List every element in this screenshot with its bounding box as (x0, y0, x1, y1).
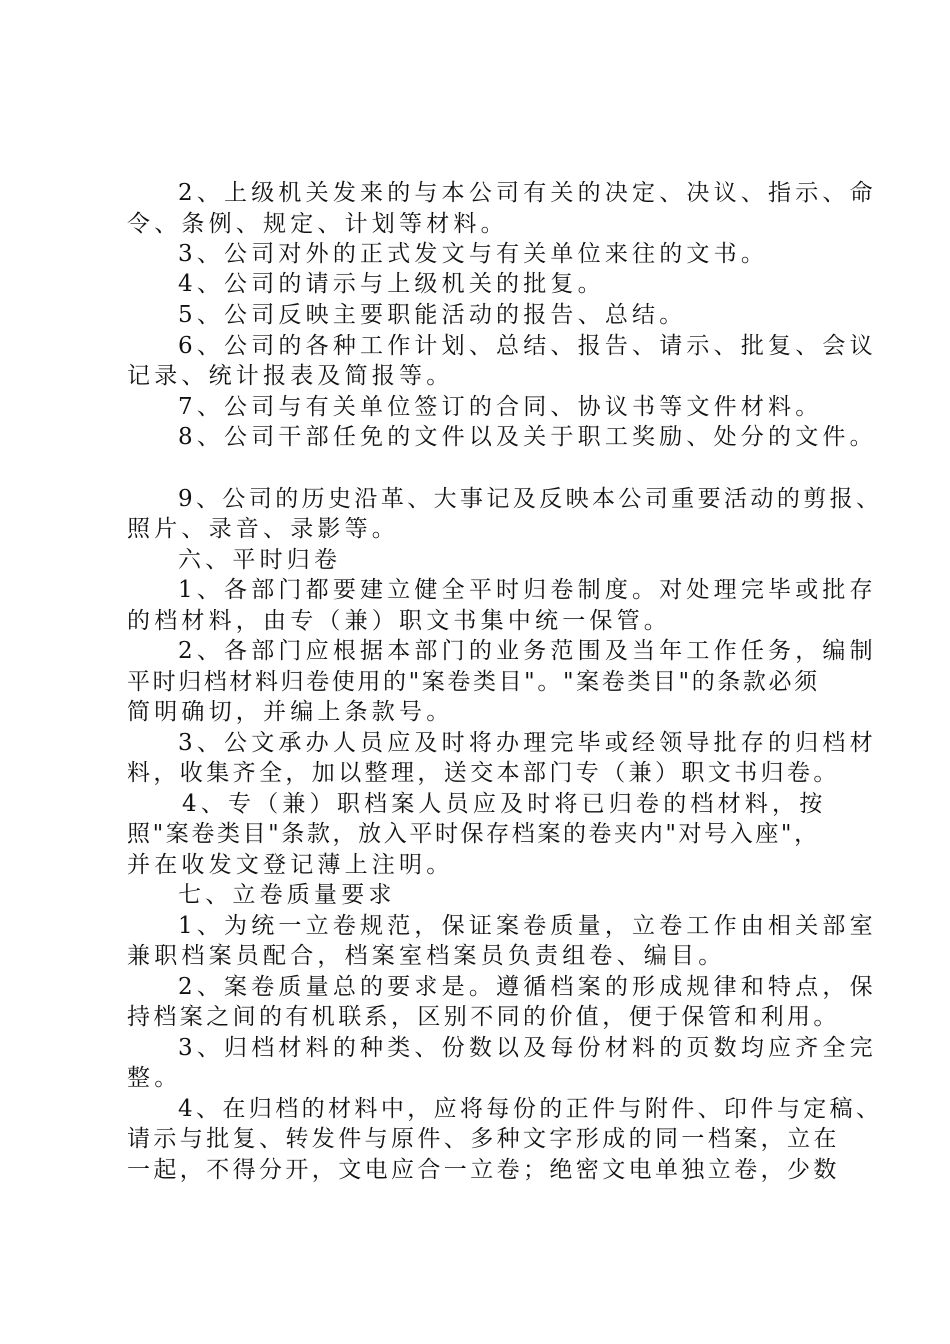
section-heading: 七、立卷质量要求 (178, 882, 396, 908)
paragraph-line: 9、公司的历史沿革、大事记及反映本公司重要活动的剪报、 (178, 486, 883, 512)
paragraph-line: 并在收发文登记薄上注明。 (127, 852, 454, 878)
paragraph-line: 的档材料，由专（兼）职文书集中统一保管。 (127, 608, 671, 634)
paragraph-line: 3、公司对外的正式发文与有关单位来往的文书。 (178, 241, 769, 267)
paragraph-line: 照片、录音、录影等。 (127, 516, 399, 542)
paragraph-line: 5、公司反映主要职能活动的报告、总结。 (178, 302, 687, 328)
paragraph-line: 兼职档案员配合，档案室档案员负责组卷、编目。 (127, 943, 726, 969)
paragraph-line: 2、各部门应根据本部门的业务范围及当年工作任务，编制 (178, 638, 877, 664)
paragraph-line: 4、专（兼）职档案人员应及时将已归卷的档材料，按 (182, 791, 827, 817)
paragraph-line: 3、归档材料的种类、份数以及每份材料的页数均应齐全完 (178, 1035, 877, 1061)
paragraph-line: 8、公司干部任免的文件以及关于职工奖励、处分的文件。 (178, 424, 877, 450)
paragraph-line: 照"案卷类目"条款，放入平时保存档案的卷夹内"对号入座"， (127, 821, 820, 847)
paragraph-line: 令、条例、规定、计划等材料。 (127, 211, 508, 237)
paragraph-line: 7、公司与有关单位签订的合同、协议书等文件材料。 (178, 394, 823, 420)
paragraph-line: 一起，不得分开，文电应合一立卷；绝密文电单独立卷，少数 (127, 1157, 840, 1183)
paragraph-line: 整。 (127, 1065, 182, 1091)
section-heading: 六、平时归卷 (178, 547, 342, 573)
paragraph-line: 4、在归档的材料中，应将每份的正件与附件、印件与定稿、 (178, 1096, 883, 1122)
paragraph-line: 2、案卷质量总的要求是。遵循档案的形成规律和特点，保 (178, 974, 877, 1000)
paragraph-line: 请示与批复、转发件与原件、多种文字形成的同一档案，立在 (127, 1126, 840, 1152)
paragraph-line: 2、上级机关发来的与本公司有关的决定、决议、指示、命 (178, 180, 877, 206)
paragraph-line: 简明确切，并编上条款号。 (127, 699, 454, 725)
paragraph-line: 3、公文承办人员应及时将办理完毕或经领导批存的归档材 (178, 730, 877, 756)
paragraph-line: 4、公司的请示与上级机关的批复。 (178, 271, 605, 297)
paragraph-line: 记录、统计报表及简报等。 (127, 363, 454, 389)
paragraph-line: 料，收集齐全，加以整理，送交本部门专（兼）职文书归卷。 (127, 760, 840, 786)
paragraph-line: 1、为统一立卷规范，保证案卷质量，立卷工作由相关部室 (178, 913, 877, 939)
paragraph-line: 1、各部门都要建立健全平时归卷制度。对处理完毕或批存 (178, 577, 877, 603)
paragraph-line: 平时归档材料归卷使用的"案卷类目"。"案卷类目"的条款必须 (127, 669, 820, 695)
paragraph-line: 持档案之间的有机联系，区别不同的价值，便于保管和利用。 (127, 1004, 840, 1030)
paragraph-line: 6、公司的各种工作计划、总结、报告、请示、批复、会议 (178, 333, 877, 359)
